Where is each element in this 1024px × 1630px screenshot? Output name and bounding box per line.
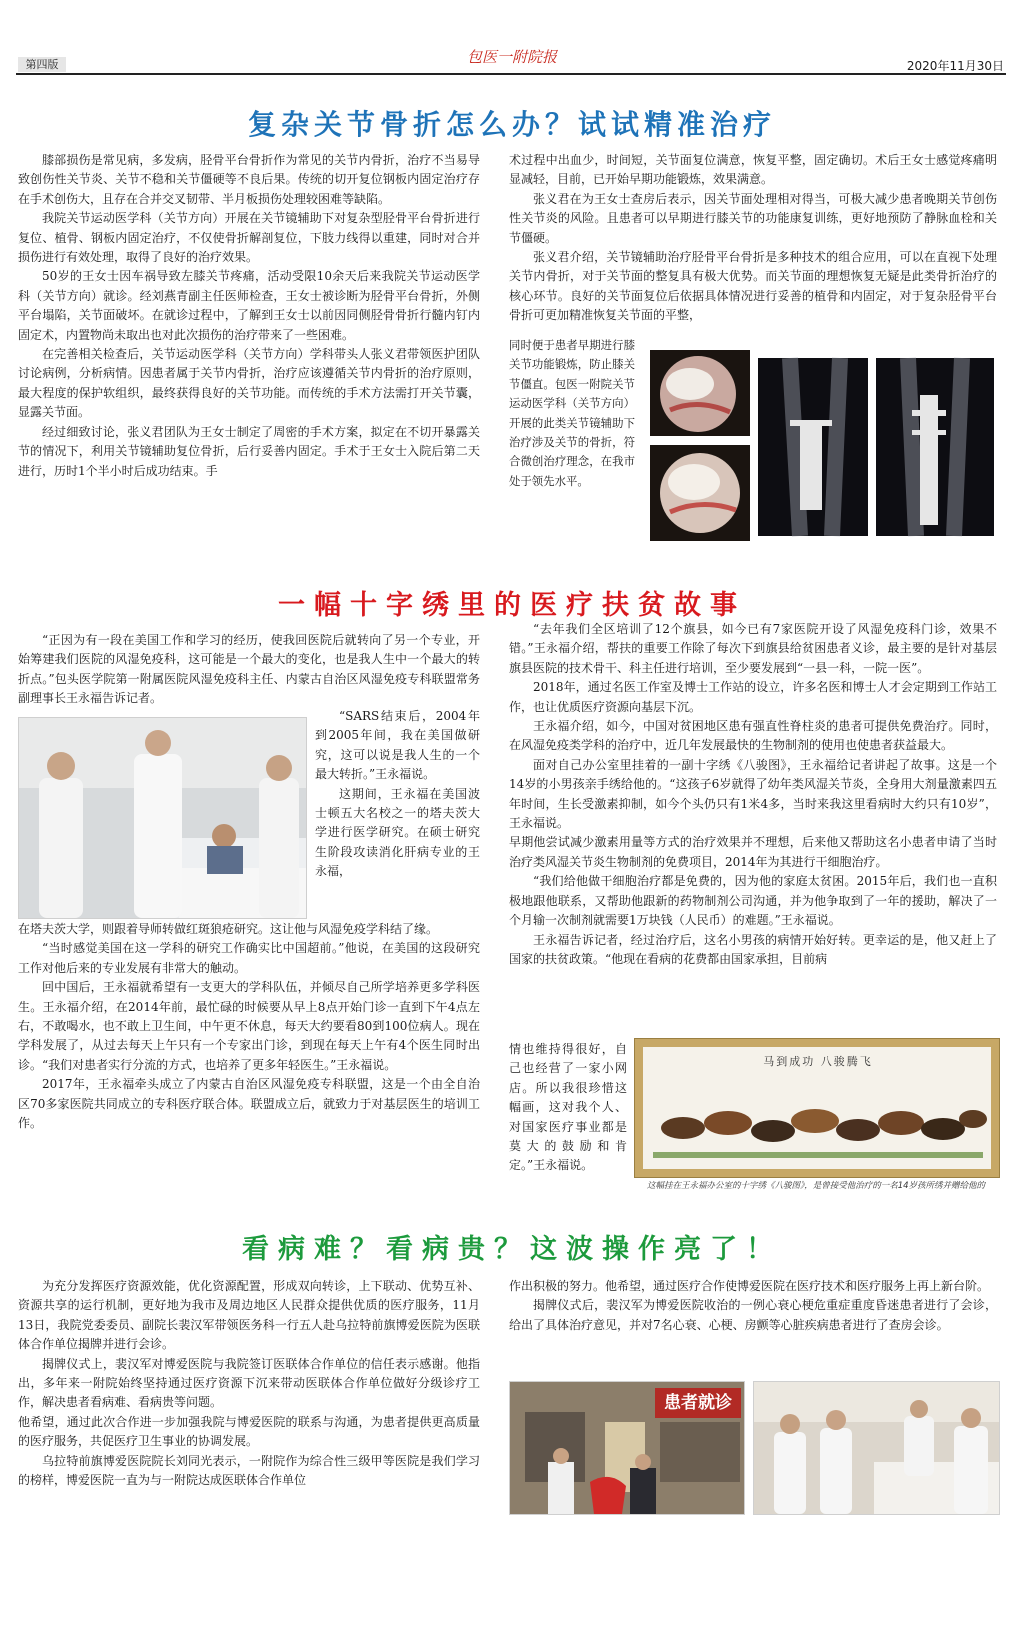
article2-title: 一幅十字绣里的医疗扶贫故事 xyxy=(278,590,746,621)
header-rule xyxy=(16,73,1006,75)
paragraph: 为充分发挥医疗资源效能，优化资源配置，形成双向转诊，上下联动、优势互补、资源共享的运行机制，更好地为我市及周边地区人民群众提供优质的医疗服务，11月13日，我院党委委员、副院长裴汉军带领医务科一行五人赴乌拉特前旗博爱医院为医联体合作单位揭牌并进行会诊。 xyxy=(18,1279,480,1352)
paragraph: 张义君在为王女士查房后表示，因关节面处理相对得当，可极大减少患者晚期关节创伤性关节炎的风险。且患者可以早期进行膝关节的功能康复训练，更好地预防了静脉血栓和关节僵硬。 xyxy=(509,191,997,245)
paragraph: 2018年，通过名医工作室及博士工作站的设立，许多名医和博士人才会定期到工作站工作，也让优质医疗资源向基层下沉。 xyxy=(509,680,997,714)
paragraph: 同时便于患者早期进行膝关节功能锻炼，防止膝关节僵直。包医一附院关节运动医学科（关节方向）开展的此类关节镜辅助下治疗涉及关节的骨折，符合微创治疗理念，在我市处于领先水平。 xyxy=(509,338,635,488)
hospital-ward-photo xyxy=(18,717,307,919)
paragraph: 王永福告诉记者，经过治疗后，这名小男孩的病情开始好转。更幸运的是，他又赶上了国家的扶贫政策。“他现在看病的花费都由国家承担，目前病 xyxy=(509,932,997,966)
paragraph: 在塔夫茨大学，则跟着导师转做红斑狼疮研究。这让他与风湿免疫学科结了缘。 xyxy=(18,922,439,936)
paragraph: 这期间，王永福在美国波士顿五大名校之一的塔夫茨大学进行医学研究。在硕士研究生阶段攻读消化肝病专业的王永福， xyxy=(315,786,480,879)
paragraph: “SARS结束后，2004年到2005年间，我在美国做研究，这可以说是我人生的一个最大转折。”王永福说。 xyxy=(315,709,480,782)
newspaper-header xyxy=(0,0,1024,78)
paragraph: 情也维持得很好，自己也经营了一家小网店。所以我很珍惜这幅画，这对我个人、对国家医疗事业都是莫大的鼓励和肯定。”王永福说。 xyxy=(509,1042,627,1173)
paragraph: 回中国后，王永福就希望有一支更大的学科队伍，并倾尽自己所学培养更多学科医生。王永福介绍，在2014年前，最忙碌的时候要从早上8点开始门诊一直到下午4点左右，不敢喝水，也不敢上卫生间，中午更不休息，每天大约要看80到100位病人。现在学科发展了，从过去每天上午只有一个专家出门诊，到现在每天上午有4个医生同时出诊。“我们对患者实行分流的方式，也培养了更多年轻医生。”王永福说。 xyxy=(18,980,480,1072)
paragraph: 膝部损伤是常见病，多发病，胫骨平台骨折作为常见的关节内骨折，治疗不当易导致创伤性关节炎、关节不稳和关节僵硬等不良后果。传统的切开复位钢板内固定治疗存在手术创伤大，且存在合并交叉韧带、半月板损伤处理较困难等缺陷。 xyxy=(18,153,480,206)
article1-left-column xyxy=(18,151,480,481)
article2-right-column xyxy=(509,620,997,969)
article1-image-panel xyxy=(650,350,998,545)
article2-beside-photo xyxy=(315,707,480,882)
embroidery-photo xyxy=(634,1038,1000,1178)
paragraph: 50岁的王女士因车祸导致左膝关节疼痛，活动受限10余天后来我院关节运动医学科（关节方向）就诊。经刘燕青副主任医师检查，王女士被诊断为胫骨平台骨折，外侧平台塌陷，关节面破坏。在就诊过程中，了解到王女士以前因同侧胫骨骨折行髓内钉内固定术，内置物尚未取出也对此次损伤的治疗带来了一些困难。 xyxy=(18,269,480,342)
issue-date: 2020年11月30日 xyxy=(906,59,1004,73)
ward-consultation-photo xyxy=(753,1381,1000,1515)
paragraph: 揭牌仪式后，裴汉军为博爱医院收治的一例心衰心梗危重症重度昏迷患者进行了会诊，给出了具体治疗意见，并对7名心衰、心梗、房颤等心脏疾病患者进行了查房会诊。 xyxy=(509,1298,997,1332)
clinic-sign: 患者就诊 xyxy=(655,1388,741,1418)
paragraph: “我们给他做干细胞治疗都是免费的，因为他的家庭太贫困。2015年后，我们也一直积极地跟他联系，又帮助他跟新的药物制剂公司沟通，并为他争取到了一年的援助，解决了一个月输一次制剂就需要1万块钱（人民币）的难题。”王永福说。 xyxy=(509,874,997,928)
article1-title: 复杂关节骨折怎么办？试试精准治疗 xyxy=(247,108,776,141)
consultation-image xyxy=(754,1382,999,1514)
unveiling-image xyxy=(510,1382,744,1514)
paragraph: “去年我们全区培训了12个旗县，如今已有7家医院开设了风湿免疫科门诊，效果不错。”王永福介绍，帮扶的重要工作除了每次下到旗县给贫困患者义诊，最主要的是针对基层旗县医院的技术骨干、科主任进行培训，至少要发展到“一县一科，一院一医”。 xyxy=(509,622,997,675)
ward-photo-image xyxy=(19,718,306,918)
embroidery-canvas xyxy=(643,1047,991,1169)
paragraph: 在完善相关检查后，关节运动医学科（关节方向）学科带头人张义君带领医护团队讨论病例，分析病情。因患者属于关节内骨折，治疗应该遵循关节内骨折的治疗原则，最大程度的保护软组织，最终获得良好的关节功能。而传统的手术方法需打开关节囊，显露关节面。 xyxy=(18,347,480,420)
paragraph: 术过程中出血少，时间短，关节面复位满意，恢复平整，固定确切。术后王女士感觉疼痛明显减轻，目前，已开始早期功能锻炼，效果满意。 xyxy=(509,153,997,187)
page-label: 第四版 xyxy=(18,57,66,72)
paragraph: “正因为有一段在美国工作和学习的经历，使我回医院后就转向了另一个专业，开始筹建我们医院的风湿免疫科，这可能是一个最大的变化，也是我人生中一个最大的转折点。”包头医学院第一附属医院风湿免疫科主任、内蒙古自治区风湿免疫专科联盟常务副理事长王永福告诉记者。 xyxy=(18,633,480,706)
article2-left-column xyxy=(18,920,480,1133)
plaque-unveiling-photo xyxy=(509,1381,745,1515)
article3-right-column xyxy=(509,1277,997,1335)
paragraph: 2017年，王永福牵头成立了内蒙古自治区风湿免疫专科联盟，这是一个由全自治区70多家医院共同成立的专科医疗联合体。联盟成立后，就致力于对基层医生的培训工作。 xyxy=(18,1077,480,1131)
paragraph: 早期他尝试减少激素用量等方式的治疗效果并不理想，后来他又帮助这名小患者申请了当时治疗类风湿关节炎生物制剂的免费项目，2014年为其进行干细胞治疗。 xyxy=(509,835,997,869)
article2-beside-embroidery xyxy=(509,1040,627,1176)
paragraph: 我院关节运动医学科（关节方向）开展在关节镜辅助下对复杂型胫骨平台骨折进行复位、植骨、钢板内固定治疗，不仅使骨折解剖复位，下肢力线得以重建，同时对合并损伤进行有效处理，取得了良好的治疗效果。 xyxy=(18,211,480,265)
embroidery-text: 马到成功 八骏腾飞 xyxy=(763,1055,873,1068)
paragraph: 乌拉特前旗博爱医院院长刘同光表示，一附院作为综合性三级甲等医院是我们学习的榜样，博爱医院一直为与一附院达成医联体合作单位 xyxy=(18,1453,480,1488)
paragraph: 经过细致讨论，张义君团队为王女士制定了周密的手术方案，拟定在不切开暴露关节的情况下，利用关节镜辅助复位骨折，后行妥善内固定。手术于王女士入院后第二天进行，历时1个半小时后成功结束。手 xyxy=(18,424,480,478)
paper-name: 包医一附院报 xyxy=(466,48,557,66)
paragraph: 王永福介绍，如今，中国对贫困地区患有强直性脊柱炎的患者可提供免费治疗。同时，在风湿免疫类学科的治疗中，近几年发展最快的生物制剂的使用也使患者获益最大。 xyxy=(509,719,997,753)
paragraph: 面对自己办公室里挂着的一副十字绣《八骏图》，王永福给记者讲起了故事。这是一个14岁的小男孩亲手绣给他的。“这孩子6岁就得了幼年类风湿关节炎，全身用大剂量激素四五年时间，生长受激素抑制，如今个头仍只有1米4多，当时来我这里看病时大约只有10岁”，王永福说。 xyxy=(509,757,997,831)
article3-title: 看病难？看病贵？这波操作亮了！ xyxy=(242,1234,782,1265)
horses-image xyxy=(643,1073,991,1165)
paragraph: “当时感觉美国在这一学科的研究工作确实比中国超前。”他说，在美国的这段研究工作对他后来的专业发展有非常大的触动。 xyxy=(18,941,480,975)
article3-left-column xyxy=(18,1277,480,1490)
embroidery-caption: 这幅挂在王永福办公室的十字绣《八骏图》，是曾接受他治疗的一名14岁孩所绣并赠给他的 xyxy=(646,1181,986,1191)
article1-right-column xyxy=(509,151,997,326)
paragraph: 张义君介绍，关节镜辅助治疗胫骨平台骨折是多种技术的组合应用，可以在直视下处理关节内骨折，对于关节面的整复具有极大优势。而关节面的理想恢复无疑是此类骨折治疗的核心环节。良好的关节面复位后依据具体情况进行妥善的植骨和内固定，对于复杂胫骨平台骨折可更加精准恢复关节面的平整， xyxy=(509,250,997,323)
paragraph: 他希望，通过此次合作进一步加强我院与博爱医院的联系与沟通，为患者提供更高质量的医疗服务，共促医疗卫生事业的协调发展。 xyxy=(18,1414,480,1449)
article2-intro xyxy=(18,631,480,709)
arthroscopy-and-xray-image xyxy=(650,350,998,545)
article1-narrow-column xyxy=(509,336,635,491)
paragraph: 作出积极的努力。他希望，通过医疗合作使博爱医院在医疗技术和医疗服务上再上新台阶。 xyxy=(509,1279,990,1293)
paragraph: 揭牌仪式上，裴汉军对博爱医院与我院签订医联体合作单位的信任表示感谢。他指出，多年来一附院始终坚持通过医疗资源下沉来带动医联体合作单位做好分级诊疗工作，解决患者看病难、看病贵等问题。 xyxy=(18,1356,480,1410)
